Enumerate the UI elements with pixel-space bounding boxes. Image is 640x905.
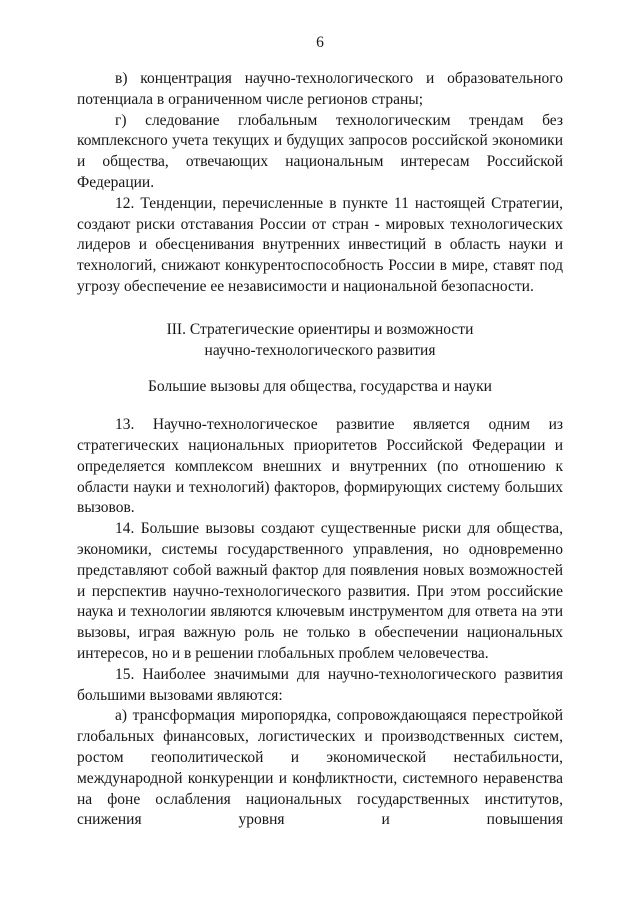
subheading: Большие вызовы для общества, государства и науки (148, 378, 492, 396)
section-heading-line-2: научно-технологического развития (204, 341, 436, 359)
paragraph-item-g: г) следование глобальным технологическим трендам без комплексного учета текущих и будущих запросов российской экономики и общества, отвечающих национальным интересам Российской Федерации. (77, 111, 563, 191)
paragraph-item-v: в) концентрация научно-технологического и образовательного потенциала в ограниченном числе регионов страны; (77, 70, 563, 108)
subheading-block (77, 377, 563, 398)
document-body (77, 69, 563, 831)
paragraph-item-a: а) трансформация миропорядка, сопровождающаяся перестройкой глобальных финансовых, логистических и производственных систем, ростом геополитической и экономической нестабильности, международной конкуренции и конфликтности, системного неравенства на фоне ослабления национальных государственных институтов, снижения уровня и повышения (77, 707, 563, 829)
page-number: 6 (316, 34, 324, 51)
paragraph-14: 14. Большие вызовы создают существенные риски для общества, экономики, системы государственного управления, но одновременно представляют собой важный фактор для появления новых возможностей и перспектив научно-технологического развития. При этом российские наука и технологии являются ключевым инструментом для ответа на эти вызовы, играя важную роль не только в обеспечении национальных интересов, но и в решении глобальных проблем человечества. (77, 520, 563, 662)
section-heading (77, 320, 563, 362)
paragraph-13: 13. Научно-технологическое развитие является одним из стратегических национальных приоритетов Российской Федерации и определяется комплексом внешних и внутренних (по отношению к области науки и технологий) факторов, формирующих систему больших вызовов. (77, 416, 563, 517)
paragraph-15: 15. Наиболее значимыми для научно-технологического развития большими вызовами являются: (77, 665, 563, 704)
paragraph-12: 12. Тенденции, перечисленные в пункте 11 настоящей Стратегии, создают риски отставания России от стран - мировых технологических лидеров и обесценивания внутренних инвестиций в область науки и технологий, снижают конкурентоспособность России в мире, ставят под угрозу обеспечение ее независимости и национальной безопасности. (77, 194, 563, 295)
section-heading-line-1: III. Стратегические ориентиры и возможности (166, 320, 474, 338)
